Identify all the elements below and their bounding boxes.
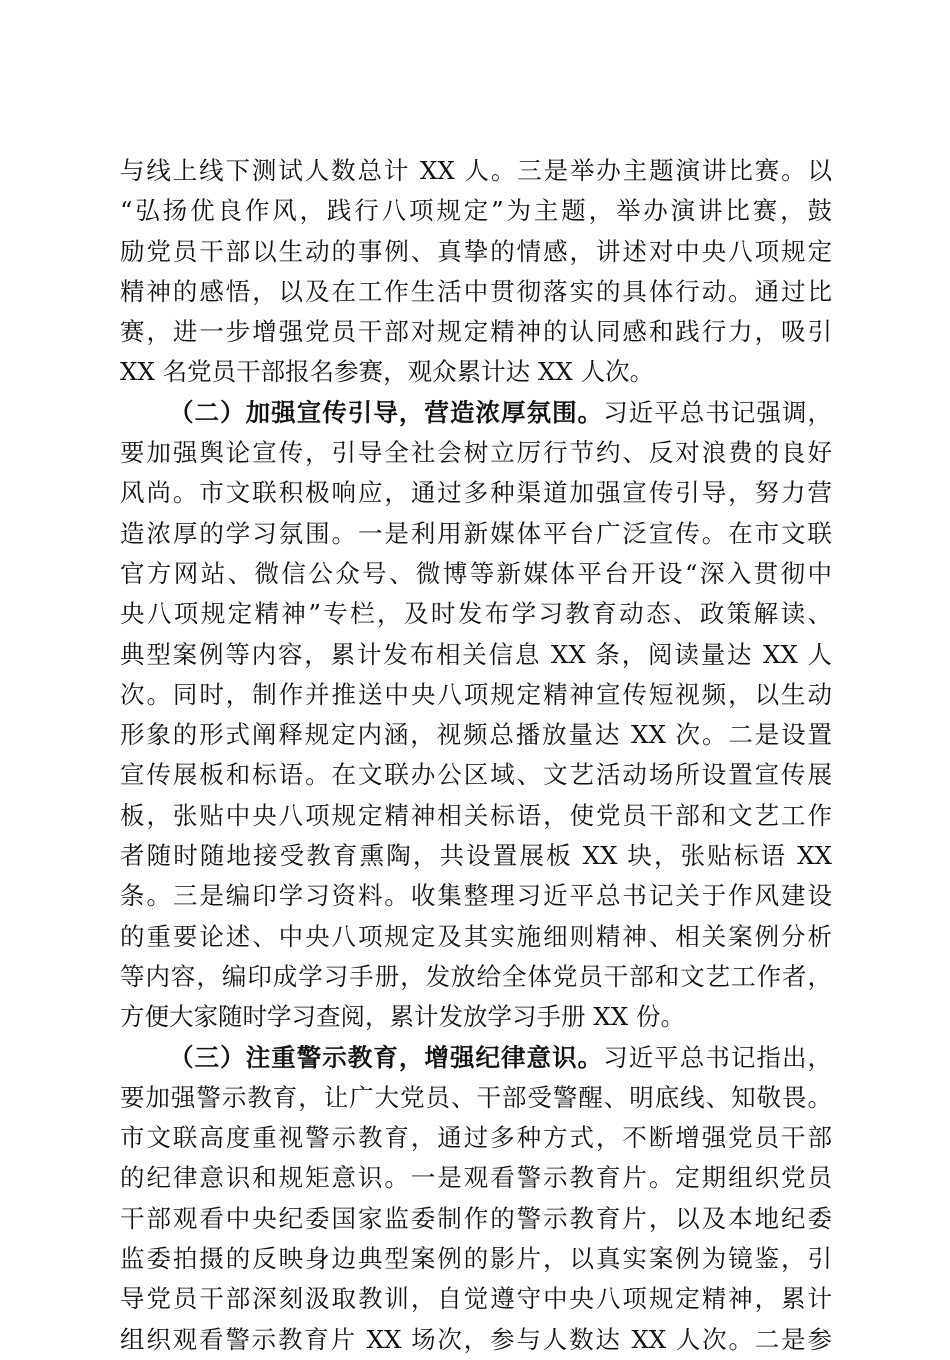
section-heading-2: （二）加强宣传引导，营造浓厚氛围。 — [169, 397, 604, 427]
paragraph-2-line: 方便大家随时学习查阅，累计发放学习手册 XX 份。 — [120, 1002, 685, 1032]
paragraph-2-line: 条。三是编印学习资料。收集整理习近平总书记关于作风建设 — [120, 881, 832, 911]
document-body — [120, 151, 832, 1360]
paragraph-2-line: 次。同时，制作并推送中央八项规定精神宣传短视频，以生动 — [120, 679, 832, 709]
paragraph-3-first-line-text: 习近平总书记指出， — [603, 1042, 832, 1072]
paragraph-2-line: 板，张贴中央八项规定精神相关标语，使党员干部和文艺工作 — [120, 800, 832, 830]
paragraph-3-line: 的纪律意识和规矩意识。一是观看警示教育片。定期组织党员 — [120, 1163, 832, 1193]
paragraph-3-first-line — [120, 1038, 832, 1078]
paragraph-2-line: 等内容，编印成学习手册，发放给全体党员干部和文艺工作者， — [120, 961, 832, 991]
paragraph-2-line: 央八项规定精神”专栏，及时发布学习教育动态、政策解读、 — [120, 599, 832, 629]
paragraph-1-line: 励党员干部以生动的事例、真挚的情感，讲述对中央八项规定 — [120, 236, 832, 266]
paragraph-3-line: 市文联高度重视警示教育，通过多种方式，不断增强党员干部 — [120, 1123, 832, 1153]
paragraph-2-line: 形象的形式阐释规定内涵，视频总播放量达 XX 次。二是设置 — [120, 720, 832, 750]
paragraph-1-line: 与线上线下测试人数总计 XX 人。三是举办主题演讲比赛。以 — [120, 156, 832, 185]
paragraph-2-first-line-text: 习近平总书记强调， — [603, 397, 832, 427]
paragraph-3-line: 导党员干部深刻汲取教训，自觉遵守中央八项规定精神，累计 — [120, 1284, 832, 1314]
paragraph-1-line: 精神的感悟，以及在工作生活中贯彻落实的具体行动。通过比 — [120, 276, 832, 306]
paragraph-2-first-line — [120, 393, 832, 433]
paragraph-1-line: “弘扬优良作风，践行八项规定”为主题，举办演讲比赛，鼓 — [120, 196, 832, 226]
paragraph-2-line: 典型案例等内容，累计发布相关信息 XX 条，阅读量达 XX 人 — [120, 639, 832, 669]
paragraph-1-line: XX 名党员干部报名参赛，观众累计达 XX 人次。 — [120, 357, 655, 387]
paragraph-2-line: 宣传展板和标语。在文联办公区域、文艺活动场所设置宣传展 — [120, 760, 832, 790]
paragraph-3-line: 干部观看中央纪委国家监委制作的警示教育片，以及本地纪委 — [120, 1203, 832, 1233]
paragraph-2-line: 要加强舆论宣传，引导全社会树立厉行节约、反对浪费的良好 — [120, 438, 832, 468]
paragraph-1-line: 赛，进一步增强党员干部对规定精神的认同感和践行力，吸引 — [120, 317, 832, 347]
paragraph-2-line: 造浓厚的学习氛围。一是利用新媒体平台广泛宣传。在市文联 — [120, 518, 832, 548]
paragraph-3-line: 要加强警示教育，让广大党员、干部受警醒、明底线、知敬畏。 — [120, 1082, 832, 1112]
paragraph-2-line: 的重要论述、中央八项规定及其实施细则精神、相关案例分析 — [120, 921, 832, 951]
paragraph-3-line: 监委拍摄的反映身边典型案例的影片，以真实案例为镜鉴，引 — [120, 1244, 832, 1274]
section-heading-3: （三）注重警示教育，增强纪律意识。 — [169, 1042, 604, 1072]
paragraph-2-line: 者随时随地接受教育熏陶，共设置展板 XX 块，张贴标语 XX — [120, 841, 832, 871]
paragraph-3-line: 组织观看警示教育片 XX 场次，参与人数达 XX 人次。二是参 — [120, 1324, 832, 1354]
paragraph-2-line: 风尚。市文联积极响应，通过多种渠道加强宣传引导，努力营 — [120, 478, 832, 508]
paragraph-2-line: 官方网站、微信公众号、微博等新媒体平台开设“深入贯彻中 — [120, 558, 832, 588]
